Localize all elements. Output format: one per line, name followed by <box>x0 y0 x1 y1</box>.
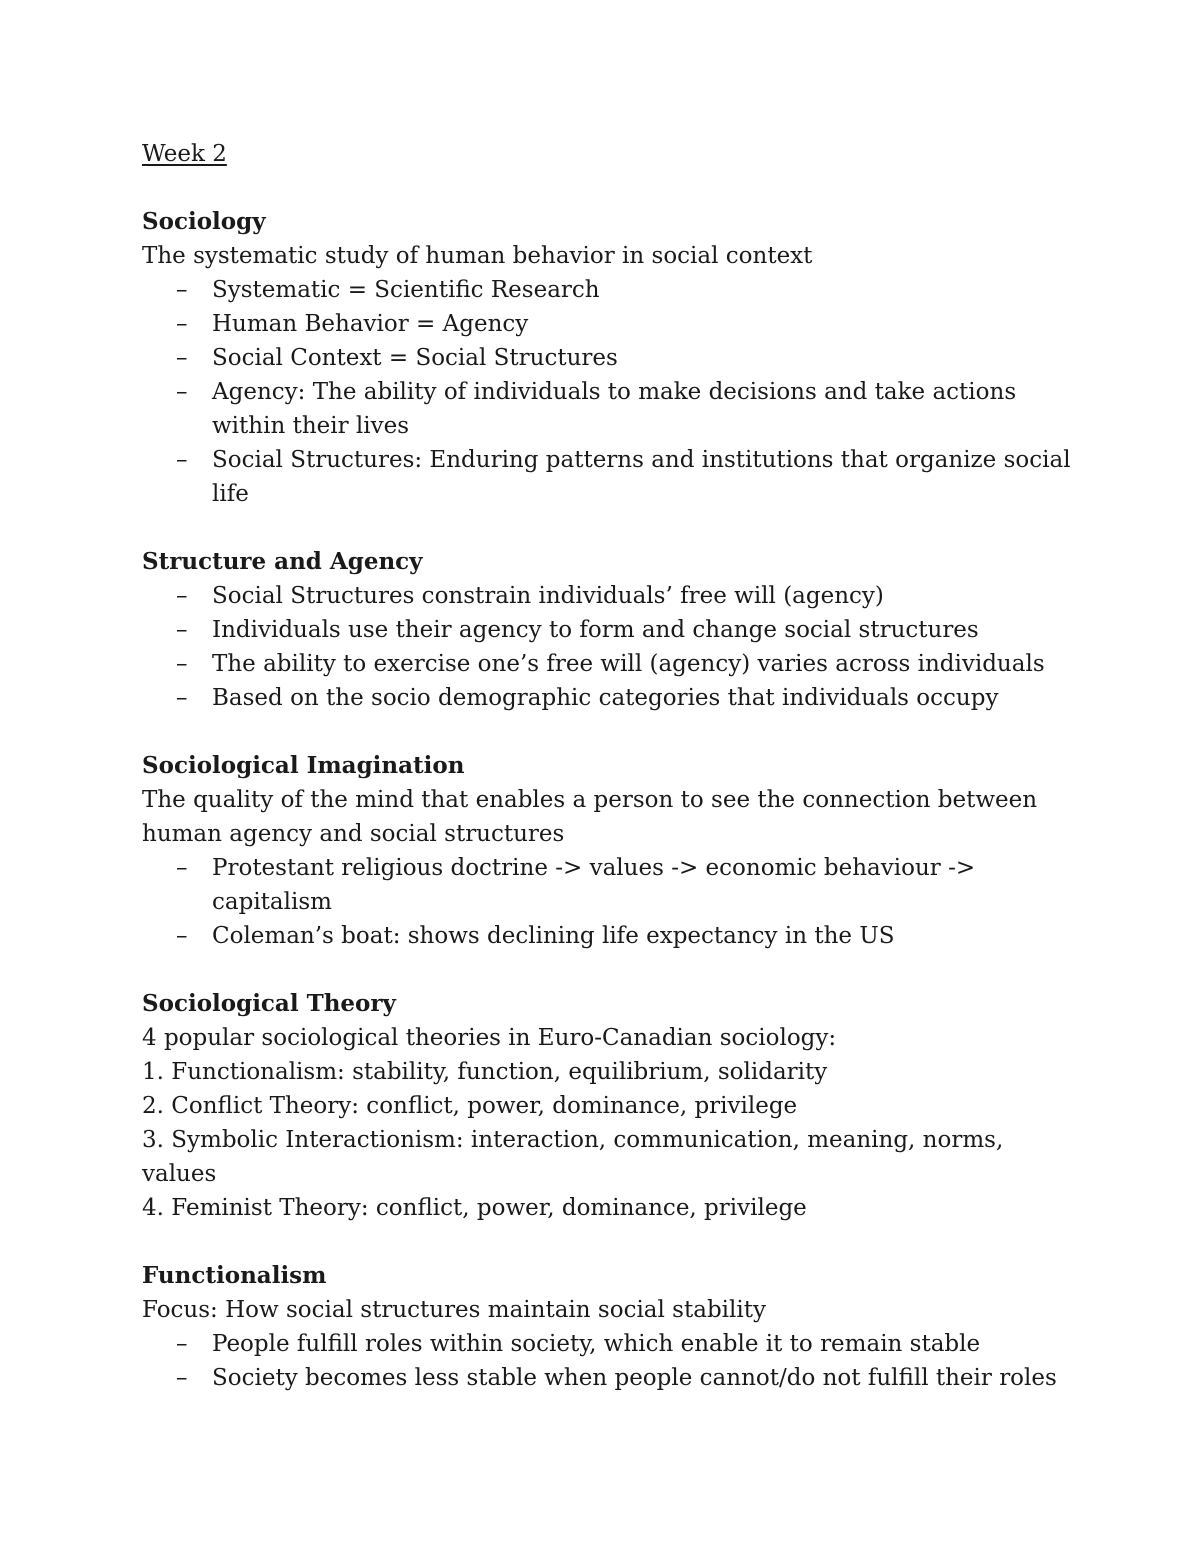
numbered-item: 2. Conflict Theory: conflict, power, dominance, privilege <box>142 1093 798 1119</box>
list-item: – Based on the socio demographic categories that individuals occupy <box>212 681 1080 715</box>
section-heading: Sociology <box>142 208 266 235</box>
numbered-item: 3. Symbolic Interactionism: interaction, communication, meaning, norms, values <box>142 1127 1004 1187</box>
list-item: – Coleman’s boat: shows declining life expectancy in the US <box>212 919 1080 953</box>
list-item: – Society becomes less stable when people cannot/do not fulfill their roles <box>212 1361 1080 1395</box>
section-intro: 4 popular sociological theories in Euro-Canadian sociology: <box>142 1025 837 1051</box>
bullet-list <box>142 579 1080 715</box>
section-sociological-imagination <box>142 749 1080 953</box>
section-intro: The quality of the mind that enables a person to see the connection between human agency and social structures <box>142 787 1038 847</box>
bullet-list <box>142 273 1080 511</box>
section-structure-and-agency <box>142 545 1080 715</box>
bullet-list <box>142 1327 1080 1395</box>
list-item: – People fulfill roles within society, which enable it to remain stable <box>212 1327 1080 1361</box>
list-item: – Social Structures constrain individuals’ free will (agency) <box>212 579 1080 613</box>
page-title: Week 2 <box>142 141 227 167</box>
section-heading: Functionalism <box>142 1262 327 1289</box>
list-item: – The ability to exercise one’s free will (agency) varies across individuals <box>212 647 1080 681</box>
section-intro: Focus: How social structures maintain social stability <box>142 1297 766 1323</box>
list-item: – Social Structures: Enduring patterns and institutions that organize social life <box>212 443 1080 511</box>
list-item: – Individuals use their agency to form and change social structures <box>212 613 1080 647</box>
numbered-item: 4. Feminist Theory: conflict, power, dominance, privilege <box>142 1195 807 1221</box>
sections-container <box>142 205 1080 1395</box>
section-intro: The systematic study of human behavior in social context <box>142 243 813 269</box>
bullet-list <box>142 851 1080 953</box>
section-functionalism <box>142 1259 1080 1395</box>
list-item: – Agency: The ability of individuals to make decisions and take actions within their lives <box>212 375 1080 443</box>
list-item: – Systematic = Scientific Research <box>212 273 1080 307</box>
section-heading: Sociological Theory <box>142 990 396 1017</box>
list-item: – Protestant religious doctrine -> values -> economic behaviour -> capitalism <box>212 851 1080 919</box>
section-sociology <box>142 205 1080 511</box>
section-sociological-theory <box>142 987 1080 1225</box>
section-heading: Sociological Imagination <box>142 752 465 779</box>
list-item: – Human Behavior = Agency <box>212 307 1080 341</box>
numbered-item: 1. Functionalism: stability, function, equilibrium, solidarity <box>142 1059 828 1085</box>
list-item: – Social Context = Social Structures <box>212 341 1080 375</box>
section-heading: Structure and Agency <box>142 548 423 575</box>
